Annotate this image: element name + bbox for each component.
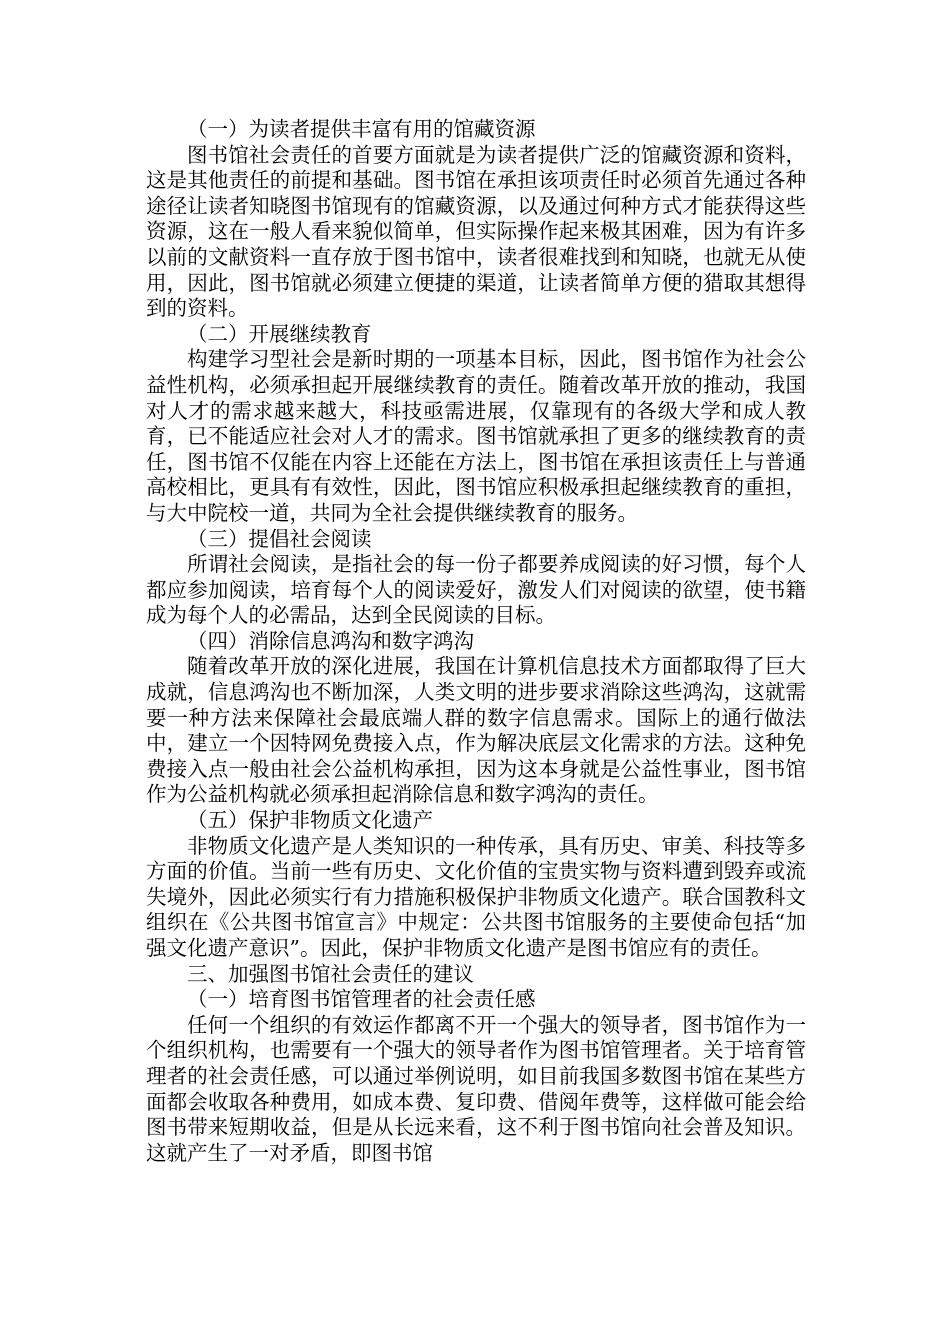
section-heading: （一）为读者提供丰富有用的馆藏资源	[187, 117, 536, 141]
document-body	[146, 117, 806, 1166]
section-heading: （三）提倡社会阅读	[187, 526, 372, 551]
body-paragraph: 非物质文化遗产是人类知识的一种传承，具有历史、审美、科技等多方面的价值。当前一些有历史、文化价值的宝贵实物与资料遭到毁弃或流失境外，因此必须实行有力措施积极保护非物质文化遗产。联合国教科文组织在《公共图书馆宣言》中规定：公共图书馆服务的主要使命包括“加强文化遗产意识”。因此，保护非物质文化遗产是图书馆应有的责任。	[146, 833, 806, 960]
chapter-heading: 三、加强图书馆社会责任的建议	[187, 961, 474, 986]
body-paragraph: 构建学习型社会是新时期的一项基本目标，因此，图书馆作为社会公益性机构，必须承担起开展继续教育的责任。随着改革开放的推动，我国对人才的需求越来越大，科技亟需进展，仅靠现有的各级大学和成人教育，已不能适应社会对人才的需求。图书馆就承担了更多的继续教育的责任，图书馆不仅能在内容上还能在方法上，图书馆在承担该责任上与普通高校相比，更具有有效性，因此，图书馆应积极承担起继续教育的重担，与大中院校一道，共同为全社会提供继续教育的服务。	[146, 347, 806, 525]
section-heading: （一）培育图书馆管理者的社会责任感	[187, 987, 536, 1012]
section-heading: （二）开展继续教育	[187, 321, 372, 346]
section-heading: （五）保护非物质文化遗产	[187, 808, 433, 833]
body-paragraph: 任何一个组织的有效运作都离不开一个强大的领导者，图书馆作为一个组织机构，也需要有一个强大的领导者作为图书馆管理者。关于培育管理者的社会责任感，可以通过举例说明，如目前我国多数图书馆在某些方面都会收取各种费用，如成本费、复印费、借阅年费等，这样做可能会给图书带来短期收益，但是从长远来看，这不利于图书馆向社会普及知识。这就产生了一对矛盾，即图书馆	[146, 1012, 806, 1165]
section-heading: （四）消除信息鸿沟和数字鸿沟	[187, 628, 474, 653]
body-paragraph: 图书馆社会责任的首要方面就是为读者提供广泛的馆藏资源和资料，这是其他责任的前提和基础。图书馆在承担该项责任时必须首先通过各种途径让读者知晓图书馆现有的馆藏资源，以及通过何种方式才能获得这些资源，这在一般人看来貌似简单，但实际操作起来极其困难，因为有许多以前的文献资料一直存放于图书馆中，读者很难找到和知晓，也就无从使用，因此，图书馆就必须建立便捷的渠道，让读者简单方便的猎取其想得到的资料。	[146, 142, 806, 321]
body-paragraph: 所谓社会阅读，是指社会的每一份子都要养成阅读的好习惯，每个人都应参加阅读，培育每个人的阅读爱好，激发人们对阅读的欲望，使书籍成为每个人的必需品，达到全民阅读的目标。	[146, 552, 806, 628]
body-paragraph: 随着改革开放的深化进展，我国在计算机信息技术方面都取得了巨大成就，信息鸿沟也不断加深，人类文明的进步要求消除这些鸿沟，这就需要一种方法来保障社会最底端人群的数字信息需求。国际上的通行做法中，建立一个因特网免费接入点，作为解决底层文化需求的方法。这种免费接入点一般由社会公益机构承担，因为这本身就是公益性事业，图书馆作为公益机构就必须承担起消除信息和数字鸿沟的责任。	[146, 654, 806, 807]
